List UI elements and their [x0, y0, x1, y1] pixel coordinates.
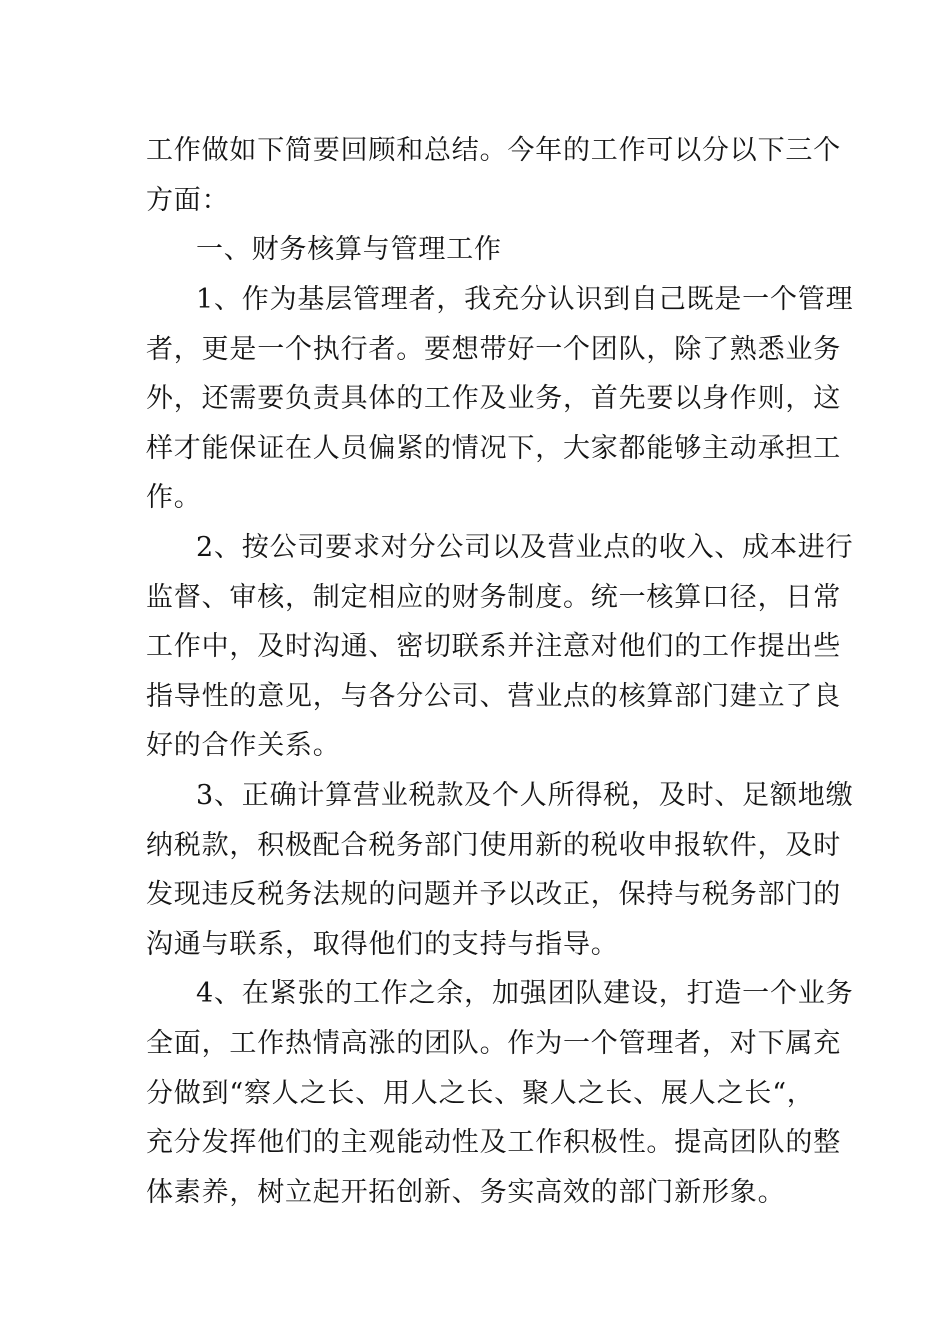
text-line: 样才能保证在人员偏紧的情况下，大家都能够主动承担工	[146, 433, 841, 464]
text-line: 纳税款，积极配合税务部门使用新的税收申报软件，及时	[146, 830, 841, 861]
paragraph-start: 2、按公司要求对分公司以及营业点的收入、成本进行	[196, 532, 854, 563]
text-line: 体素养，树立起开拓创新、务实高效的部门新形象。	[146, 1177, 786, 1208]
text-line: 作。	[146, 482, 202, 513]
text-line: 者，更是一个执行者。要想带好一个团队，除了熟悉业务	[146, 334, 841, 365]
paragraph-start: 4、在紧张的工作之余，加强团队建设，打造一个业务	[196, 978, 854, 1009]
text-line: 分做到“察人之长、用人之长、聚人之长、展人之长“，	[146, 1078, 815, 1109]
text-line: 工作做如下简要回顾和总结。今年的工作可以分以下三个	[146, 135, 841, 166]
text-line: 工作中，及时沟通、密切联系并注意对他们的工作提出些	[146, 631, 841, 662]
text-line: 好的合作关系。	[146, 730, 341, 761]
text-line: 全面，工作热情高涨的团队。作为一个管理者，对下属充	[146, 1028, 841, 1059]
text-line: 外，还需要负责具体的工作及业务，首先要以身作则，这	[146, 383, 841, 414]
text-line: 指导性的意见，与各分公司、营业点的核算部门建立了良	[146, 681, 841, 712]
text-line: 充分发挥他们的主观能动性及工作积极性。提高团队的整	[146, 1127, 841, 1158]
section-heading: 一、财务核算与管理工作	[196, 234, 502, 265]
text-line: 监督、审核，制定相应的财务制度。统一核算口径，日常	[146, 582, 841, 613]
paragraph-start: 1、作为基层管理者，我充分认识到自己既是一个管理	[196, 284, 854, 315]
paragraph-start: 3、正确计算营业税款及个人所得税，及时、足额地缴	[196, 780, 854, 811]
text-line: 沟通与联系，取得他们的支持与指导。	[146, 929, 619, 960]
text-line: 方面：	[146, 185, 230, 216]
text-line: 发现违反税务法规的问题并予以改正，保持与税务部门的	[146, 879, 841, 910]
